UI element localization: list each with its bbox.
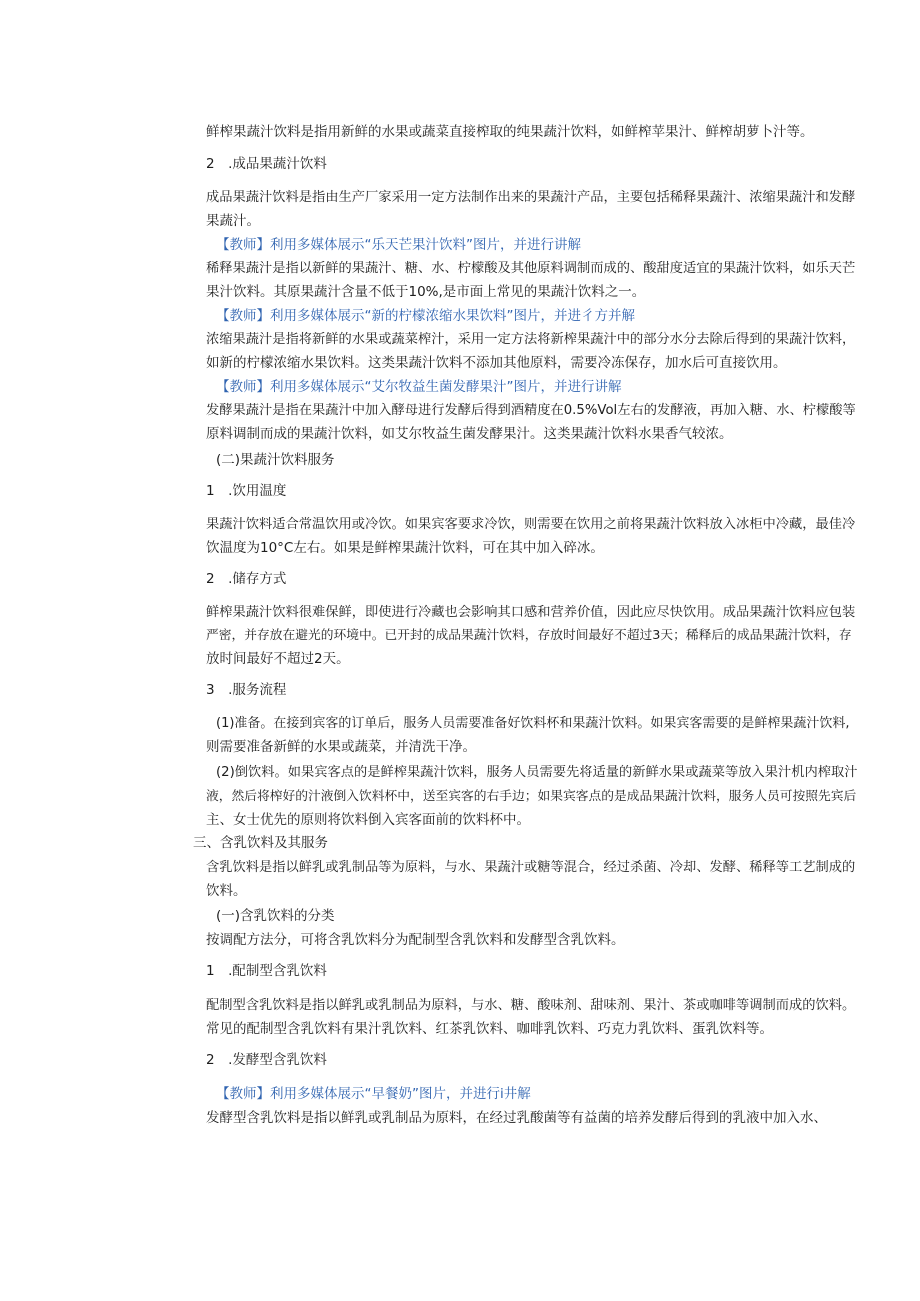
paragraph-pour-line3: 主、女士优先的原则将饮料倒入宾客面前的饮料杯中。 [206, 812, 530, 828]
paragraph-diluted-line1: 稀释果蔬汁是指以新鲜的果蔬汁、糖、水、柠檬酸及其他原料调制而成的、酸甜度适宜的果蔬汁饮料，如乐天芒 [206, 261, 856, 276]
paragraph-bottled-juice-line1: 成品果蔬汁饮料是指由生产厂家采用一定方法制作出来的果蔬汁产品，主要包括稀释果蔬汁、浓缩果蔬汁和发酵 [206, 190, 856, 205]
paragraph-temp-line1: 果蔬汁饮料适合常温饮用或冷饮。如果宾客要求冷饮，则需要在饮用之前将果蔬汁饮料放入冰柜中冷藏，最佳冷 [206, 517, 856, 532]
paragraph-milk-def-line1: 含乳饮料是指以鲜乳或乳制品等为原料，与水、果蔬汁或糖等混合，经过杀菌、冷却、发酵、稀释等工艺制成的 [206, 860, 856, 875]
paragraph-classification: 按调配方法分，可将含乳饮料分为配制型含乳饮料和发酵型含乳饮料。 [206, 932, 625, 948]
teacher-note-mango: 【教师】利用多媒体展示“乐天芒果汁饮料”图片，并进行讲解 [216, 237, 581, 253]
subheading-service-process: 3 .服务流程 [206, 682, 287, 698]
paragraph-fermented-milk-line1: 发酵型含乳饮料是指以鲜乳或乳制品为原料，在经过乳酸菌等有益菌的培养发酵后得到的乳液中加入水、 [206, 1110, 827, 1126]
paragraph-pour-line2: 液，然后将榨好的汁液倒入饮料杯中，送至宾客的右手边；如果宾客点的是成品果蔬汁饮料，服务人员可按照先宾后 [206, 789, 857, 804]
subheading-fermented-milk: 2 .发酵型含乳饮料 [206, 1052, 327, 1068]
paragraph-fresh-juice: 鲜榨果蔬汁饮料是指用新鲜的水果或蔬菜直接榨取的纯果蔬汁饮料，如鲜榨苹果汁、鲜榨胡萝卜汁等。 [206, 124, 814, 140]
paragraph-diluted-line2: 果汁饮料。其原果蔬汁含量不低于10%,是市面上常见的果蔬汁饮料之一。 [206, 284, 646, 300]
subheading-bottled-juice: 2 .成品果蔬汁饮料 [206, 156, 327, 172]
teacher-note-breakfast-milk: 【教师】利用多媒体展示“早餐奶”图片，并进行i井解 [216, 1086, 531, 1102]
subheading-storage: 2 .储存方式 [206, 571, 287, 587]
subheading-blended-milk: 1 .配制型含乳饮料 [206, 963, 327, 979]
subheading-drinking-temp: 1 .饮用温度 [206, 483, 287, 499]
paragraph-bottled-juice-line2: 果蔬汁。 [206, 213, 260, 229]
paragraph-storage-line3: 放时间最好不超过2天。 [206, 651, 350, 667]
paragraph-storage-line1: 鲜榨果蔬汁饮料很难保鲜，即使进行冷藏也会影响其口感和营养价值，因此应尽快饮用。成品果蔬汁饮料应包装 [206, 605, 856, 620]
paragraph-pour-line1: (2)倒饮料。如果宾客点的是鲜榨果蔬汁饮料，服务人员需要先将适量的新鲜水果或蔬菜等放入果汁机内榨取汁 [216, 765, 858, 780]
paragraph-fermented-line1: 发酵果蔬汁是指在果蔬汁中加入酵母进行发酵后得到酒精度在0.5%Vol左右的发酵液，再加入糖、水、柠檬酸等 [206, 403, 856, 418]
paragraph-milk-def-line2: 饮料。 [206, 883, 247, 899]
section-heading-milk-classification: (一)含乳饮料的分类 [216, 908, 335, 924]
paragraph-prepare-line1: (1)准备。在接到宾客的订单后，服务人员需要准备好饮料杯和果蔬汁饮料。如果宾客需要的是鲜榨果蔬汁饮料, [216, 716, 850, 731]
teacher-note-lemon: 【教师】利用多媒体展示“新的柠檬浓缩水果饮料”图片，并进彳方并解 [216, 308, 635, 324]
teacher-note-fermented: 【教师】利用多媒体展示“艾尔牧益生菌发酵果汁”图片，并进行讲解 [216, 379, 622, 395]
paragraph-concentrated-line2: 如新的柠檬浓缩水果饮料。这类果蔬汁饮料不添加其他原料，需要冷冻保存，加水后可直接饮用。 [206, 355, 787, 371]
section-heading-juice-service: (二)果蔬汁饮料服务 [216, 452, 335, 468]
paragraph-storage-line2: 严密，并存放在避光的环境中。已开封的成品果蔬汁饮料，存放时间最好不超过3天；稀释后的成品果蔬汁饮料，存 [206, 628, 852, 643]
paragraph-temp-line2: 饮温度为10°C左右。如果是鲜榨果蔬汁饮料，可在其中加入碎冰。 [206, 540, 604, 556]
paragraph-concentrated-line1: 浓缩果蔬汁是指将新鲜的水果或蔬菜榨汁，采用一定方法将新榨果蔬汁中的部分水分去除后得到的果蔬汁饮料， [206, 332, 856, 347]
section-heading-milk-drinks: 三、含乳饮料及其服务 [193, 835, 328, 851]
paragraph-blended-line1: 配制型含乳饮料是指以鲜乳或乳制品为原料，与水、糖、酸味剂、甜味剂、果汁、茶或咖啡等调制而成的饮料。 [206, 998, 856, 1013]
paragraph-blended-line2: 常见的配制型含乳饮料有果汁乳饮料、红茶乳饮料、咖啡乳饮料、巧克力乳饮料、蛋乳饮料等。 [206, 1021, 773, 1037]
paragraph-prepare-line2: 则需要准备新鲜的水果或蔬菜，并清洗干净。 [206, 739, 476, 755]
paragraph-fermented-line2: 原料调制而成的果蔬汁饮料，如艾尔牧益生菌发酵果汁。这类果蔬汁饮料水果香气较浓。 [206, 426, 733, 442]
